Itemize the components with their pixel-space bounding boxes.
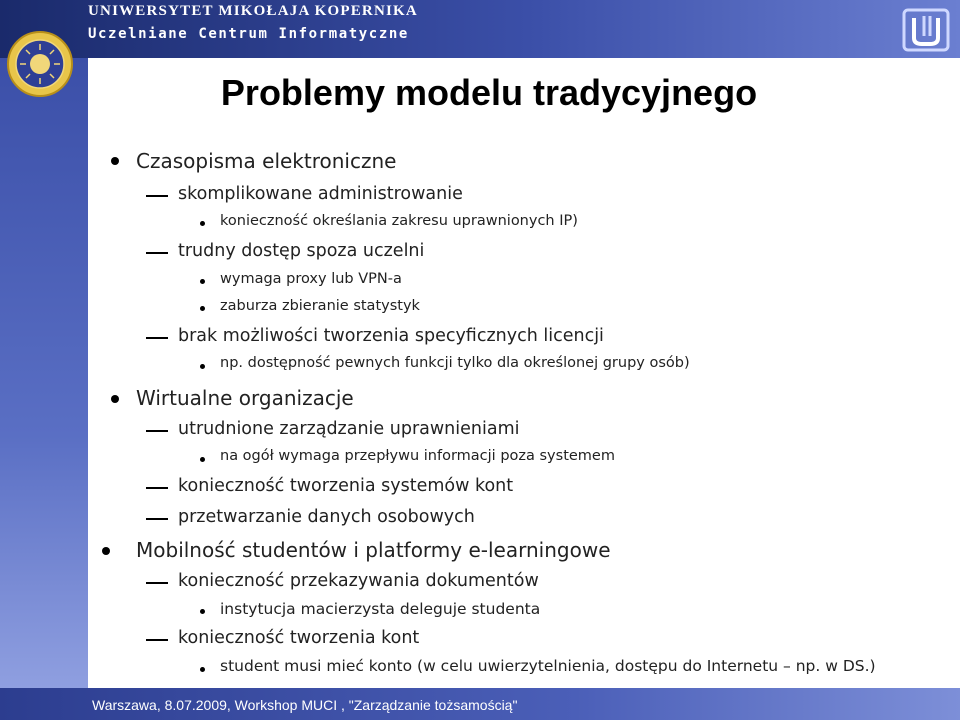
bullet-marker xyxy=(111,395,119,403)
bullet-marker xyxy=(200,306,205,311)
header-banner xyxy=(0,0,960,58)
bullet-level1: Mobilność studentów i platformy e-learningowe xyxy=(136,538,611,562)
bullet-marker xyxy=(102,547,110,555)
dash-marker xyxy=(146,252,168,254)
slide-title: Problemy modelu tradycyjnego xyxy=(220,72,758,113)
bullet-level3: na ogół wymaga przepływu informacji poza systemem xyxy=(220,448,615,464)
dash-marker xyxy=(146,582,168,584)
bullet-level2: utrudnione zarządzanie uprawnieniami xyxy=(178,419,520,439)
bullet-level3: zaburza zbieranie statystyk xyxy=(220,298,420,314)
bullet-level2: konieczność przekazywania dokumentów xyxy=(178,571,539,591)
bullet-level2: skomplikowane administrowanie xyxy=(178,184,463,204)
bullet-marker xyxy=(200,221,205,226)
dash-marker xyxy=(146,430,168,432)
footer-bar xyxy=(0,688,960,720)
dash-marker xyxy=(146,337,168,339)
center-name: Uczelniane Centrum Informatyczne xyxy=(88,26,409,42)
umk-logo xyxy=(900,4,952,56)
bullet-level2: trudny dostęp spoza uczelni xyxy=(178,241,425,261)
bullet-marker xyxy=(200,364,205,369)
bullet-marker xyxy=(200,457,205,462)
footer-text: Warszawa, 8.07.2009, Workshop MUCI , "Zarządzanie tożsamością" xyxy=(92,697,518,713)
dash-marker xyxy=(146,195,168,197)
dash-marker xyxy=(146,487,168,489)
left-decorative-strip xyxy=(0,58,88,688)
bullet-marker xyxy=(200,667,205,672)
bullet-level1: Czasopisma elektroniczne xyxy=(136,149,397,173)
university-name: UNIWERSYTET MIKOŁAJA KOPERNIKA xyxy=(88,3,418,19)
bullet-level3: np. dostępność pewnych funkcji tylko dla określonej grupy osób) xyxy=(220,355,690,371)
bullet-marker xyxy=(111,157,119,165)
bullet-level2: konieczność tworzenia kont xyxy=(178,628,420,648)
dash-marker xyxy=(146,518,168,520)
bullet-level3: konieczność określania zakresu uprawnionych IP) xyxy=(220,213,578,229)
bullet-marker xyxy=(200,279,205,284)
bullet-marker xyxy=(200,609,205,614)
bullet-level2: konieczność tworzenia systemów kont xyxy=(178,476,514,496)
bullet-level1: Wirtualne organizacje xyxy=(136,386,354,410)
bullet-level3: wymaga proxy lub VPN-a xyxy=(220,271,402,287)
dash-marker xyxy=(146,639,168,641)
bullet-level3: instytucja macierzysta deleguje studenta xyxy=(220,600,541,618)
bullet-level3: student musi mieć konto (w celu uwierzytelnienia, dostępu do Internetu – np. w DS.) xyxy=(220,657,876,675)
bullet-level2: przetwarzanie danych osobowych xyxy=(178,507,475,527)
bullet-level2: brak możliwości tworzenia specyficznych licencji xyxy=(178,326,604,346)
